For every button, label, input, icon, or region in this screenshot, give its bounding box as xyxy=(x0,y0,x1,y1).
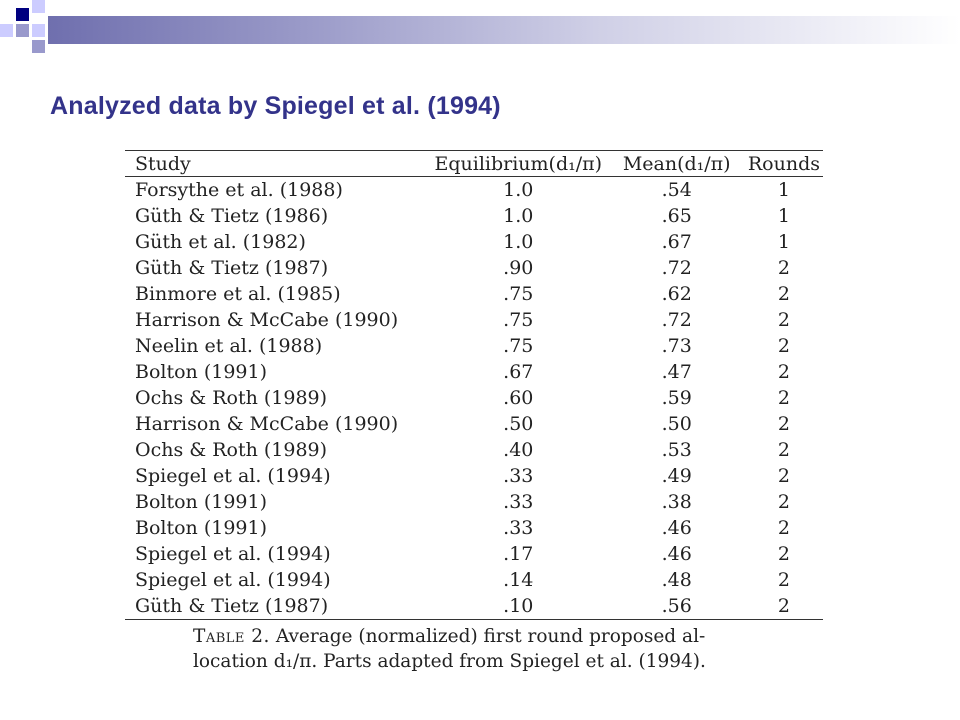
cell-mean: .56 xyxy=(661,595,692,617)
cell-equilibrium: .14 xyxy=(503,569,534,591)
cell-study: Binmore et al. (1985) xyxy=(135,283,341,305)
cell-rounds: 2 xyxy=(777,413,790,435)
header-rounds: Rounds xyxy=(747,152,820,175)
cell-study: Ochs & Roth (1989) xyxy=(135,387,328,409)
cell-rounds: 1 xyxy=(777,205,790,227)
cell-study: Güth & Tietz (1987) xyxy=(135,595,329,617)
cell-rounds: 2 xyxy=(777,361,790,383)
cell-rounds: 2 xyxy=(777,595,790,617)
caption-line-1 xyxy=(193,624,813,649)
cell-equilibrium: .90 xyxy=(503,257,534,279)
header-mean: Mean(d₁/π) xyxy=(622,152,731,175)
table-row xyxy=(125,593,823,620)
study-table xyxy=(125,150,823,620)
cell-rounds: 2 xyxy=(777,465,790,487)
cell-mean: .47 xyxy=(661,361,692,383)
cell-study: Forsythe et al. (1988) xyxy=(135,179,343,201)
cell-mean: .46 xyxy=(661,517,692,539)
cell-study: Bolton (1991) xyxy=(135,361,268,383)
cell-mean: .38 xyxy=(661,491,692,513)
table-body xyxy=(125,177,823,620)
cell-mean: .54 xyxy=(661,179,692,201)
cell-study: Ochs & Roth (1989) xyxy=(135,439,328,461)
cell-mean: .48 xyxy=(661,569,692,591)
cell-equilibrium: .67 xyxy=(503,361,534,383)
cell-mean: .72 xyxy=(661,309,692,331)
cell-mean: .50 xyxy=(661,413,692,435)
decor-square-lavender xyxy=(0,24,13,37)
header-gradient-bar xyxy=(48,16,960,44)
cell-rounds: 2 xyxy=(777,543,790,565)
decor-square-periwinkle xyxy=(16,24,29,37)
cell-equilibrium: .60 xyxy=(503,387,534,409)
table-row xyxy=(125,515,823,541)
cell-study: Harrison & McCabe (1990) xyxy=(135,309,399,331)
table-row xyxy=(125,437,823,463)
cell-rounds: 2 xyxy=(777,283,790,305)
cell-rounds: 2 xyxy=(777,257,790,279)
header-equilibrium: Equilibrium(d₁/π) xyxy=(434,152,603,175)
table-row xyxy=(125,255,823,281)
decor-square-lavender xyxy=(32,0,45,13)
cell-mean: .67 xyxy=(661,231,692,253)
header-study: Study xyxy=(135,152,191,175)
table-row xyxy=(125,229,823,255)
table-row xyxy=(125,411,823,437)
cell-equilibrium: .75 xyxy=(503,283,534,305)
table-caption xyxy=(193,624,813,674)
cell-study: Güth & Tietz (1987) xyxy=(135,257,329,279)
cell-study: Neelin et al. (1988) xyxy=(135,335,323,357)
table-row xyxy=(125,567,823,593)
decor-square-periwinkle xyxy=(32,40,45,53)
table-row xyxy=(125,489,823,515)
cell-study: Spiegel et al. (1994) xyxy=(135,569,331,591)
cell-rounds: 2 xyxy=(777,309,790,331)
cell-equilibrium: .33 xyxy=(503,491,534,513)
cell-equilibrium: .10 xyxy=(503,595,534,617)
cell-equilibrium: .33 xyxy=(503,517,534,539)
cell-equilibrium: 1.0 xyxy=(503,205,534,227)
table-row xyxy=(125,359,823,385)
table-row xyxy=(125,463,823,489)
cell-study: Bolton (1991) xyxy=(135,517,268,539)
cell-rounds: 1 xyxy=(777,231,790,253)
cell-mean: .62 xyxy=(661,283,692,305)
cell-equilibrium: .17 xyxy=(503,543,534,565)
cell-rounds: 2 xyxy=(777,491,790,513)
cell-mean: .49 xyxy=(661,465,692,487)
cell-study: Güth et al. (1982) xyxy=(135,231,306,253)
slide-title: Analyzed data by Spiegel et al. (1994) xyxy=(50,92,501,120)
cell-mean: .65 xyxy=(661,205,692,227)
cell-mean: .53 xyxy=(661,439,692,461)
cell-study: Spiegel et al. (1994) xyxy=(135,543,331,565)
table-row xyxy=(125,541,823,567)
cell-rounds: 2 xyxy=(777,387,790,409)
caption-text-1: Average (normalized) first round proposed al- xyxy=(275,626,706,647)
cell-mean: .73 xyxy=(661,335,692,357)
decor-square-lavender xyxy=(32,24,45,37)
table-row xyxy=(125,281,823,307)
cell-rounds: 2 xyxy=(777,439,790,461)
cell-equilibrium: .33 xyxy=(503,465,534,487)
cell-equilibrium: .50 xyxy=(503,413,534,435)
table-row xyxy=(125,333,823,359)
cell-study: Harrison & McCabe (1990) xyxy=(135,413,399,435)
caption-line-2: location d₁/π. Parts adapted from Spiegel et al. (1994). xyxy=(193,651,706,672)
cell-rounds: 1 xyxy=(777,179,790,201)
table-row xyxy=(125,203,823,229)
decor-square-navy xyxy=(16,8,29,21)
cell-equilibrium: 1.0 xyxy=(503,231,534,253)
cell-equilibrium: .75 xyxy=(503,335,534,357)
cell-rounds: 2 xyxy=(777,517,790,539)
table-header-row xyxy=(125,151,823,177)
cell-equilibrium: .40 xyxy=(503,439,534,461)
table-row xyxy=(125,385,823,411)
cell-mean: .59 xyxy=(661,387,692,409)
cell-study: Güth & Tietz (1986) xyxy=(135,205,329,227)
cell-rounds: 2 xyxy=(777,569,790,591)
caption-label: Table 2. xyxy=(193,626,270,647)
cell-equilibrium: 1.0 xyxy=(503,179,534,201)
table-row xyxy=(125,177,823,204)
cell-study: Bolton (1991) xyxy=(135,491,268,513)
cell-mean: .46 xyxy=(661,543,692,565)
table-row xyxy=(125,307,823,333)
cell-mean: .72 xyxy=(661,257,692,279)
cell-study: Spiegel et al. (1994) xyxy=(135,465,331,487)
cell-rounds: 2 xyxy=(777,335,790,357)
cell-equilibrium: .75 xyxy=(503,309,534,331)
